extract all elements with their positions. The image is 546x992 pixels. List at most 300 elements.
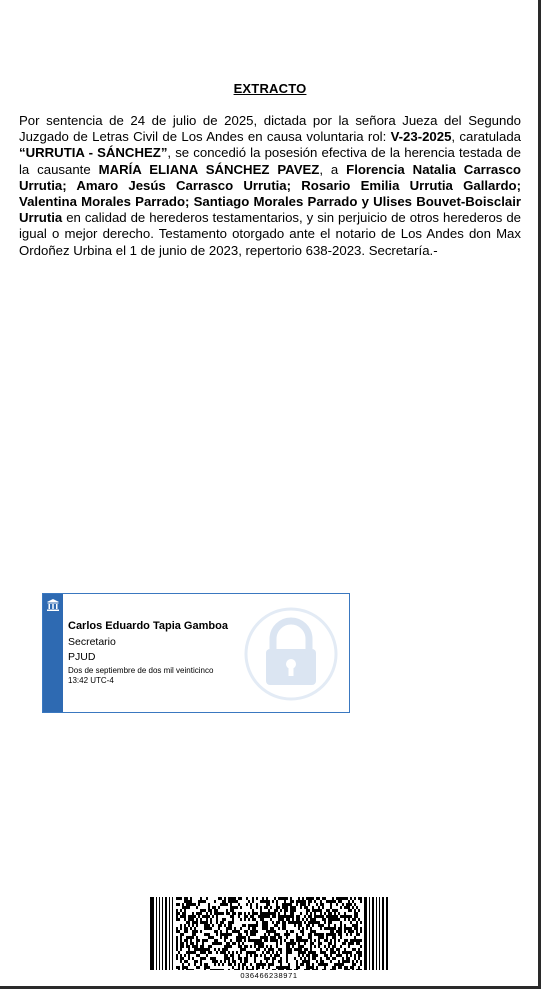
- barcode-module: [318, 897, 320, 900]
- barcode-module: [226, 954, 228, 957]
- barcode-module: [318, 924, 320, 927]
- barcode-module: [284, 927, 286, 930]
- barcode-module: [214, 948, 216, 951]
- barcode-module: [352, 924, 354, 927]
- barcode-module: [268, 963, 270, 966]
- barcode-module: [246, 915, 248, 918]
- barcode-module: [356, 951, 358, 954]
- barcode-module: [244, 948, 246, 951]
- barcode-module: [192, 957, 194, 960]
- barcode-module: [256, 921, 258, 924]
- barcode-module: [190, 936, 192, 939]
- barcode-module: [290, 951, 292, 954]
- barcode-module: [304, 915, 306, 918]
- barcode-module: [356, 912, 358, 915]
- barcode-module: [344, 948, 346, 951]
- barcode-module: [280, 939, 282, 942]
- barcode-module: [196, 939, 198, 942]
- barcode-module: [310, 945, 312, 948]
- barcode-module: [292, 939, 294, 942]
- barcode-module: [184, 930, 186, 933]
- paragraph-run: en calidad de herederos testamentarios, y sin perjuicio de otros herederos de igual o mejor derecho. Testamento otorgado ante el notario de Los Andes don Max Ordoñez Urbina el 1 de junio de 2023, repertorio 638-2023. Secretaría.-: [19, 210, 521, 258]
- barcode-module: [202, 939, 204, 942]
- barcode-module: [200, 918, 202, 921]
- barcode-module: [256, 906, 258, 909]
- barcode-module: [318, 945, 320, 948]
- barcode-module: [232, 921, 234, 924]
- barcode-module: [188, 915, 190, 918]
- barcode-module: [330, 954, 332, 957]
- barcode-start-bar: [169, 897, 170, 970]
- barcode-module: [194, 963, 196, 966]
- barcode-module: [206, 897, 208, 900]
- barcode-module: [334, 951, 336, 954]
- barcode-module: [238, 942, 240, 945]
- barcode-module: [228, 900, 230, 903]
- barcode-module: [222, 951, 224, 954]
- barcode-module: [316, 969, 318, 970]
- barcode-module: [360, 930, 362, 933]
- barcode-module: [232, 918, 234, 921]
- barcode-module: [208, 945, 210, 948]
- barcode-module: [344, 960, 346, 963]
- barcode-module: [344, 906, 346, 909]
- barcode-module: [224, 936, 226, 939]
- barcode-module: [244, 945, 246, 948]
- barcode-module: [298, 942, 300, 945]
- barcode-module: [294, 924, 296, 927]
- barcode-module: [204, 939, 206, 942]
- barcode-module: [342, 897, 344, 900]
- barcode-module: [322, 924, 324, 927]
- barcode-module: [350, 942, 352, 945]
- barcode-module: [252, 900, 254, 903]
- barcode-module: [244, 960, 246, 963]
- barcode-module: [266, 927, 268, 930]
- barcode-module: [218, 948, 220, 951]
- barcode-module: [228, 945, 230, 948]
- barcode-module: [324, 945, 326, 948]
- barcode-module: [250, 906, 252, 909]
- barcode-module: [266, 945, 268, 948]
- barcode-module: [196, 936, 198, 939]
- barcode-module: [314, 957, 316, 960]
- barcode-module: [210, 936, 212, 939]
- barcode-module: [278, 933, 280, 936]
- barcode-module: [354, 936, 356, 939]
- barcode-module: [292, 930, 294, 933]
- barcode-module: [314, 912, 316, 915]
- barcode-start-bar: [156, 897, 157, 970]
- barcode-module: [188, 918, 190, 921]
- barcode-module: [220, 897, 222, 900]
- barcode-module: [310, 942, 312, 945]
- barcode-module: [330, 915, 332, 918]
- barcode-module: [210, 918, 212, 921]
- barcode-module: [338, 963, 340, 966]
- barcode-module: [244, 924, 246, 927]
- barcode-module: [334, 945, 336, 948]
- barcode-module: [220, 924, 222, 927]
- barcode-module: [298, 915, 300, 918]
- barcode-module: [312, 930, 314, 933]
- barcode-module: [220, 912, 222, 915]
- barcode-module: [232, 942, 234, 945]
- barcode-module: [262, 915, 264, 918]
- barcode-module: [242, 936, 244, 939]
- barcode-module: [286, 957, 288, 960]
- barcode-module: [302, 960, 304, 963]
- barcode-module: [346, 939, 348, 942]
- barcode-module: [266, 912, 268, 915]
- barcode-module: [312, 963, 314, 966]
- barcode-module: [188, 906, 190, 909]
- barcode-module: [342, 903, 344, 906]
- barcode-module: [254, 942, 256, 945]
- barcode-module: [212, 915, 214, 918]
- barcode-module: [360, 897, 362, 900]
- barcode-module: [314, 933, 316, 936]
- barcode-module: [268, 933, 270, 936]
- barcode-module: [332, 936, 334, 939]
- barcode-module: [236, 906, 238, 909]
- barcode-module: [310, 897, 312, 900]
- barcode-module: [286, 933, 288, 936]
- barcode-module: [228, 924, 230, 927]
- barcode-module: [208, 933, 210, 936]
- barcode-module: [186, 900, 188, 903]
- barcode-module: [338, 951, 340, 954]
- barcode-module: [310, 915, 312, 918]
- barcode-module: [252, 897, 254, 900]
- barcode-module: [186, 951, 188, 954]
- barcode-module: [212, 960, 214, 963]
- barcode-module: [288, 918, 290, 921]
- barcode-module: [266, 900, 268, 903]
- barcode-module: [324, 954, 326, 957]
- barcode-module: [252, 951, 254, 954]
- barcode-module: [274, 909, 276, 912]
- barcode-module: [256, 948, 258, 951]
- barcode-module: [290, 939, 292, 942]
- barcode-module: [176, 912, 178, 915]
- barcode-module: [256, 924, 258, 927]
- barcode-module: [300, 936, 302, 939]
- document-body: [19, 113, 521, 259]
- barcode-module: [220, 903, 222, 906]
- barcode-module: [318, 933, 320, 936]
- barcode-module: [256, 930, 258, 933]
- barcode-module: [280, 948, 282, 951]
- barcode-module: [314, 921, 316, 924]
- barcode-module: [270, 930, 272, 933]
- barcode-module: [182, 966, 184, 969]
- barcode-module: [330, 942, 332, 945]
- barcode-module: [282, 897, 284, 900]
- barcode-module: [330, 927, 332, 930]
- barcode-module: [332, 927, 334, 930]
- barcode-module: [282, 966, 284, 969]
- barcode-module: [262, 900, 264, 903]
- barcode-module: [354, 924, 356, 927]
- barcode-module: [180, 942, 182, 945]
- barcode-module: [210, 951, 212, 954]
- barcode-module: [288, 963, 290, 966]
- barcode-module: [262, 963, 264, 966]
- signature-time: 13:42 UTC-4: [68, 675, 114, 685]
- barcode-module: [304, 951, 306, 954]
- barcode-module: [258, 966, 260, 969]
- barcode-module: [326, 954, 328, 957]
- signer-organization: PJUD: [68, 651, 96, 663]
- barcode-module: [238, 954, 240, 957]
- barcode-module: [252, 918, 254, 921]
- barcode-module: [348, 960, 350, 963]
- barcode-module: [176, 927, 178, 930]
- barcode-module: [330, 933, 332, 936]
- barcode-module: [204, 933, 206, 936]
- barcode-module: [178, 903, 180, 906]
- barcode-module: [278, 918, 280, 921]
- barcode-module: [206, 963, 208, 966]
- barcode-module: [246, 960, 248, 963]
- barcode-module: [334, 957, 336, 960]
- barcode-module: [348, 903, 350, 906]
- barcode-module: [226, 912, 228, 915]
- barcode-stop-bar: [386, 897, 388, 970]
- barcode-module: [272, 921, 274, 924]
- barcode-module: [318, 963, 320, 966]
- barcode-module: [270, 939, 272, 942]
- barcode-module: [230, 903, 232, 906]
- barcode-module: [248, 927, 250, 930]
- barcode-module: [248, 936, 250, 939]
- barcode-module: [234, 897, 236, 900]
- barcode-module: [318, 906, 320, 909]
- barcode-module: [264, 933, 266, 936]
- barcode-module: [222, 903, 224, 906]
- barcode-module: [188, 936, 190, 939]
- barcode-module: [332, 930, 334, 933]
- barcode-module: [322, 963, 324, 966]
- barcode-module: [344, 897, 346, 900]
- barcode-module: [344, 939, 346, 942]
- barcode-module: [278, 948, 280, 951]
- barcode-module: [336, 954, 338, 957]
- barcode-module: [198, 948, 200, 951]
- barcode-module: [278, 954, 280, 957]
- barcode-module: [258, 942, 260, 945]
- barcode-module: [204, 924, 206, 927]
- barcode-module: [332, 957, 334, 960]
- barcode-module: [206, 927, 208, 930]
- barcode-module: [274, 930, 276, 933]
- barcode-module: [312, 954, 314, 957]
- barcode-module: [354, 918, 356, 921]
- barcode-module: [202, 900, 204, 903]
- barcode-module: [348, 900, 350, 903]
- barcode-module: [284, 915, 286, 918]
- barcode-module: [286, 942, 288, 945]
- barcode-module: [180, 936, 182, 939]
- barcode-module: [198, 939, 200, 942]
- barcode-module: [276, 939, 278, 942]
- barcode-module: [194, 930, 196, 933]
- barcode-module: [280, 957, 282, 960]
- barcode-module: [252, 927, 254, 930]
- barcode-module: [348, 942, 350, 945]
- barcode-module: [340, 966, 342, 969]
- barcode-module: [224, 957, 226, 960]
- barcode-module: [206, 918, 208, 921]
- barcode-module: [320, 900, 322, 903]
- barcode-module: [182, 945, 184, 948]
- barcode-module: [260, 939, 262, 942]
- barcode-module: [226, 903, 228, 906]
- barcode-module: [270, 927, 272, 930]
- barcode-module: [334, 915, 336, 918]
- barcode-module: [342, 915, 344, 918]
- barcode-module: [190, 927, 192, 930]
- barcode-module: [234, 927, 236, 930]
- barcode-module: [330, 903, 332, 906]
- barcode-module: [268, 912, 270, 915]
- barcode-module: [192, 915, 194, 918]
- barcode-module: [326, 963, 328, 966]
- barcode-module: [276, 903, 278, 906]
- barcode-module: [286, 909, 288, 912]
- barcode-module: [204, 948, 206, 951]
- barcode-module: [328, 921, 330, 924]
- barcode-module: [266, 951, 268, 954]
- barcode-module: [200, 930, 202, 933]
- signer-name: Carlos Eduardo Tapia Gamboa: [68, 620, 228, 632]
- barcode-module: [196, 945, 198, 948]
- barcode-module: [308, 960, 310, 963]
- barcode-module: [308, 909, 310, 912]
- barcode-module: [314, 909, 316, 912]
- barcode-module: [214, 930, 216, 933]
- barcode-module: [348, 909, 350, 912]
- barcode-module: [278, 936, 280, 939]
- barcode-module: [334, 909, 336, 912]
- barcode-module: [242, 963, 244, 966]
- barcode-module: [306, 927, 308, 930]
- barcode-module: [290, 897, 292, 900]
- barcode-module: [248, 918, 250, 921]
- barcode-module: [308, 969, 310, 970]
- barcode-module: [240, 957, 242, 960]
- barcode-module: [360, 951, 362, 954]
- barcode-module: [194, 915, 196, 918]
- barcode-module: [232, 909, 234, 912]
- barcode-module: [304, 969, 306, 970]
- barcode-module: [302, 951, 304, 954]
- barcode-module: [300, 945, 302, 948]
- barcode-module: [220, 933, 222, 936]
- barcode-module: [220, 942, 222, 945]
- barcode-module: [176, 945, 178, 948]
- barcode-module: [272, 900, 274, 903]
- barcode-module: [280, 966, 282, 969]
- barcode-module: [200, 957, 202, 960]
- barcode-module: [256, 954, 258, 957]
- barcode-module: [240, 927, 242, 930]
- barcode-module: [304, 903, 306, 906]
- barcode-module: [262, 942, 264, 945]
- barcode-module: [296, 903, 298, 906]
- barcode-module: [330, 960, 332, 963]
- barcode-module: [226, 945, 228, 948]
- barcode-module: [190, 942, 192, 945]
- barcode-module: [328, 924, 330, 927]
- barcode-module: [330, 969, 332, 970]
- barcode: [150, 897, 388, 970]
- barcode-module: [230, 915, 232, 918]
- barcode-module: [312, 906, 314, 909]
- barcode-module: [360, 921, 362, 924]
- barcode-module: [320, 903, 322, 906]
- barcode-module: [186, 969, 188, 970]
- barcode-module: [290, 909, 292, 912]
- barcode-module: [330, 930, 332, 933]
- barcode-module: [280, 936, 282, 939]
- barcode-module: [296, 933, 298, 936]
- barcode-module: [288, 945, 290, 948]
- barcode-module: [360, 954, 362, 957]
- barcode-module: [300, 921, 302, 924]
- barcode-module: [274, 912, 276, 915]
- barcode-module: [200, 945, 202, 948]
- barcode-module: [260, 909, 262, 912]
- barcode-module: [300, 903, 302, 906]
- barcode-module: [260, 954, 262, 957]
- barcode-module: [206, 948, 208, 951]
- barcode-module: [198, 966, 200, 969]
- barcode-module: [348, 918, 350, 921]
- barcode-module: [202, 909, 204, 912]
- barcode-module: [330, 900, 332, 903]
- barcode-module: [212, 936, 214, 939]
- barcode-module: [338, 897, 340, 900]
- barcode-module: [252, 915, 254, 918]
- barcode-module: [290, 900, 292, 903]
- barcode-module: [332, 915, 334, 918]
- barcode-module: [298, 921, 300, 924]
- barcode-module: [314, 900, 316, 903]
- barcode-module: [204, 963, 206, 966]
- barcode-module: [322, 933, 324, 936]
- barcode-module: [336, 897, 338, 900]
- barcode-module: [350, 966, 352, 969]
- barcode-stop-bar: [369, 897, 370, 970]
- barcode-module: [236, 951, 238, 954]
- barcode-module: [356, 921, 358, 924]
- barcode-module: [298, 954, 300, 957]
- barcode-module: [356, 924, 358, 927]
- barcode-module: [270, 948, 272, 951]
- barcode-module: [278, 921, 280, 924]
- barcode-module: [204, 909, 206, 912]
- barcode-module: [356, 969, 358, 970]
- barcode-module: [184, 966, 186, 969]
- barcode-module: [224, 951, 226, 954]
- barcode-module: [248, 912, 250, 915]
- barcode-module: [246, 957, 248, 960]
- barcode-module: [320, 936, 322, 939]
- lock-icon: [243, 606, 339, 702]
- barcode-module: [258, 948, 260, 951]
